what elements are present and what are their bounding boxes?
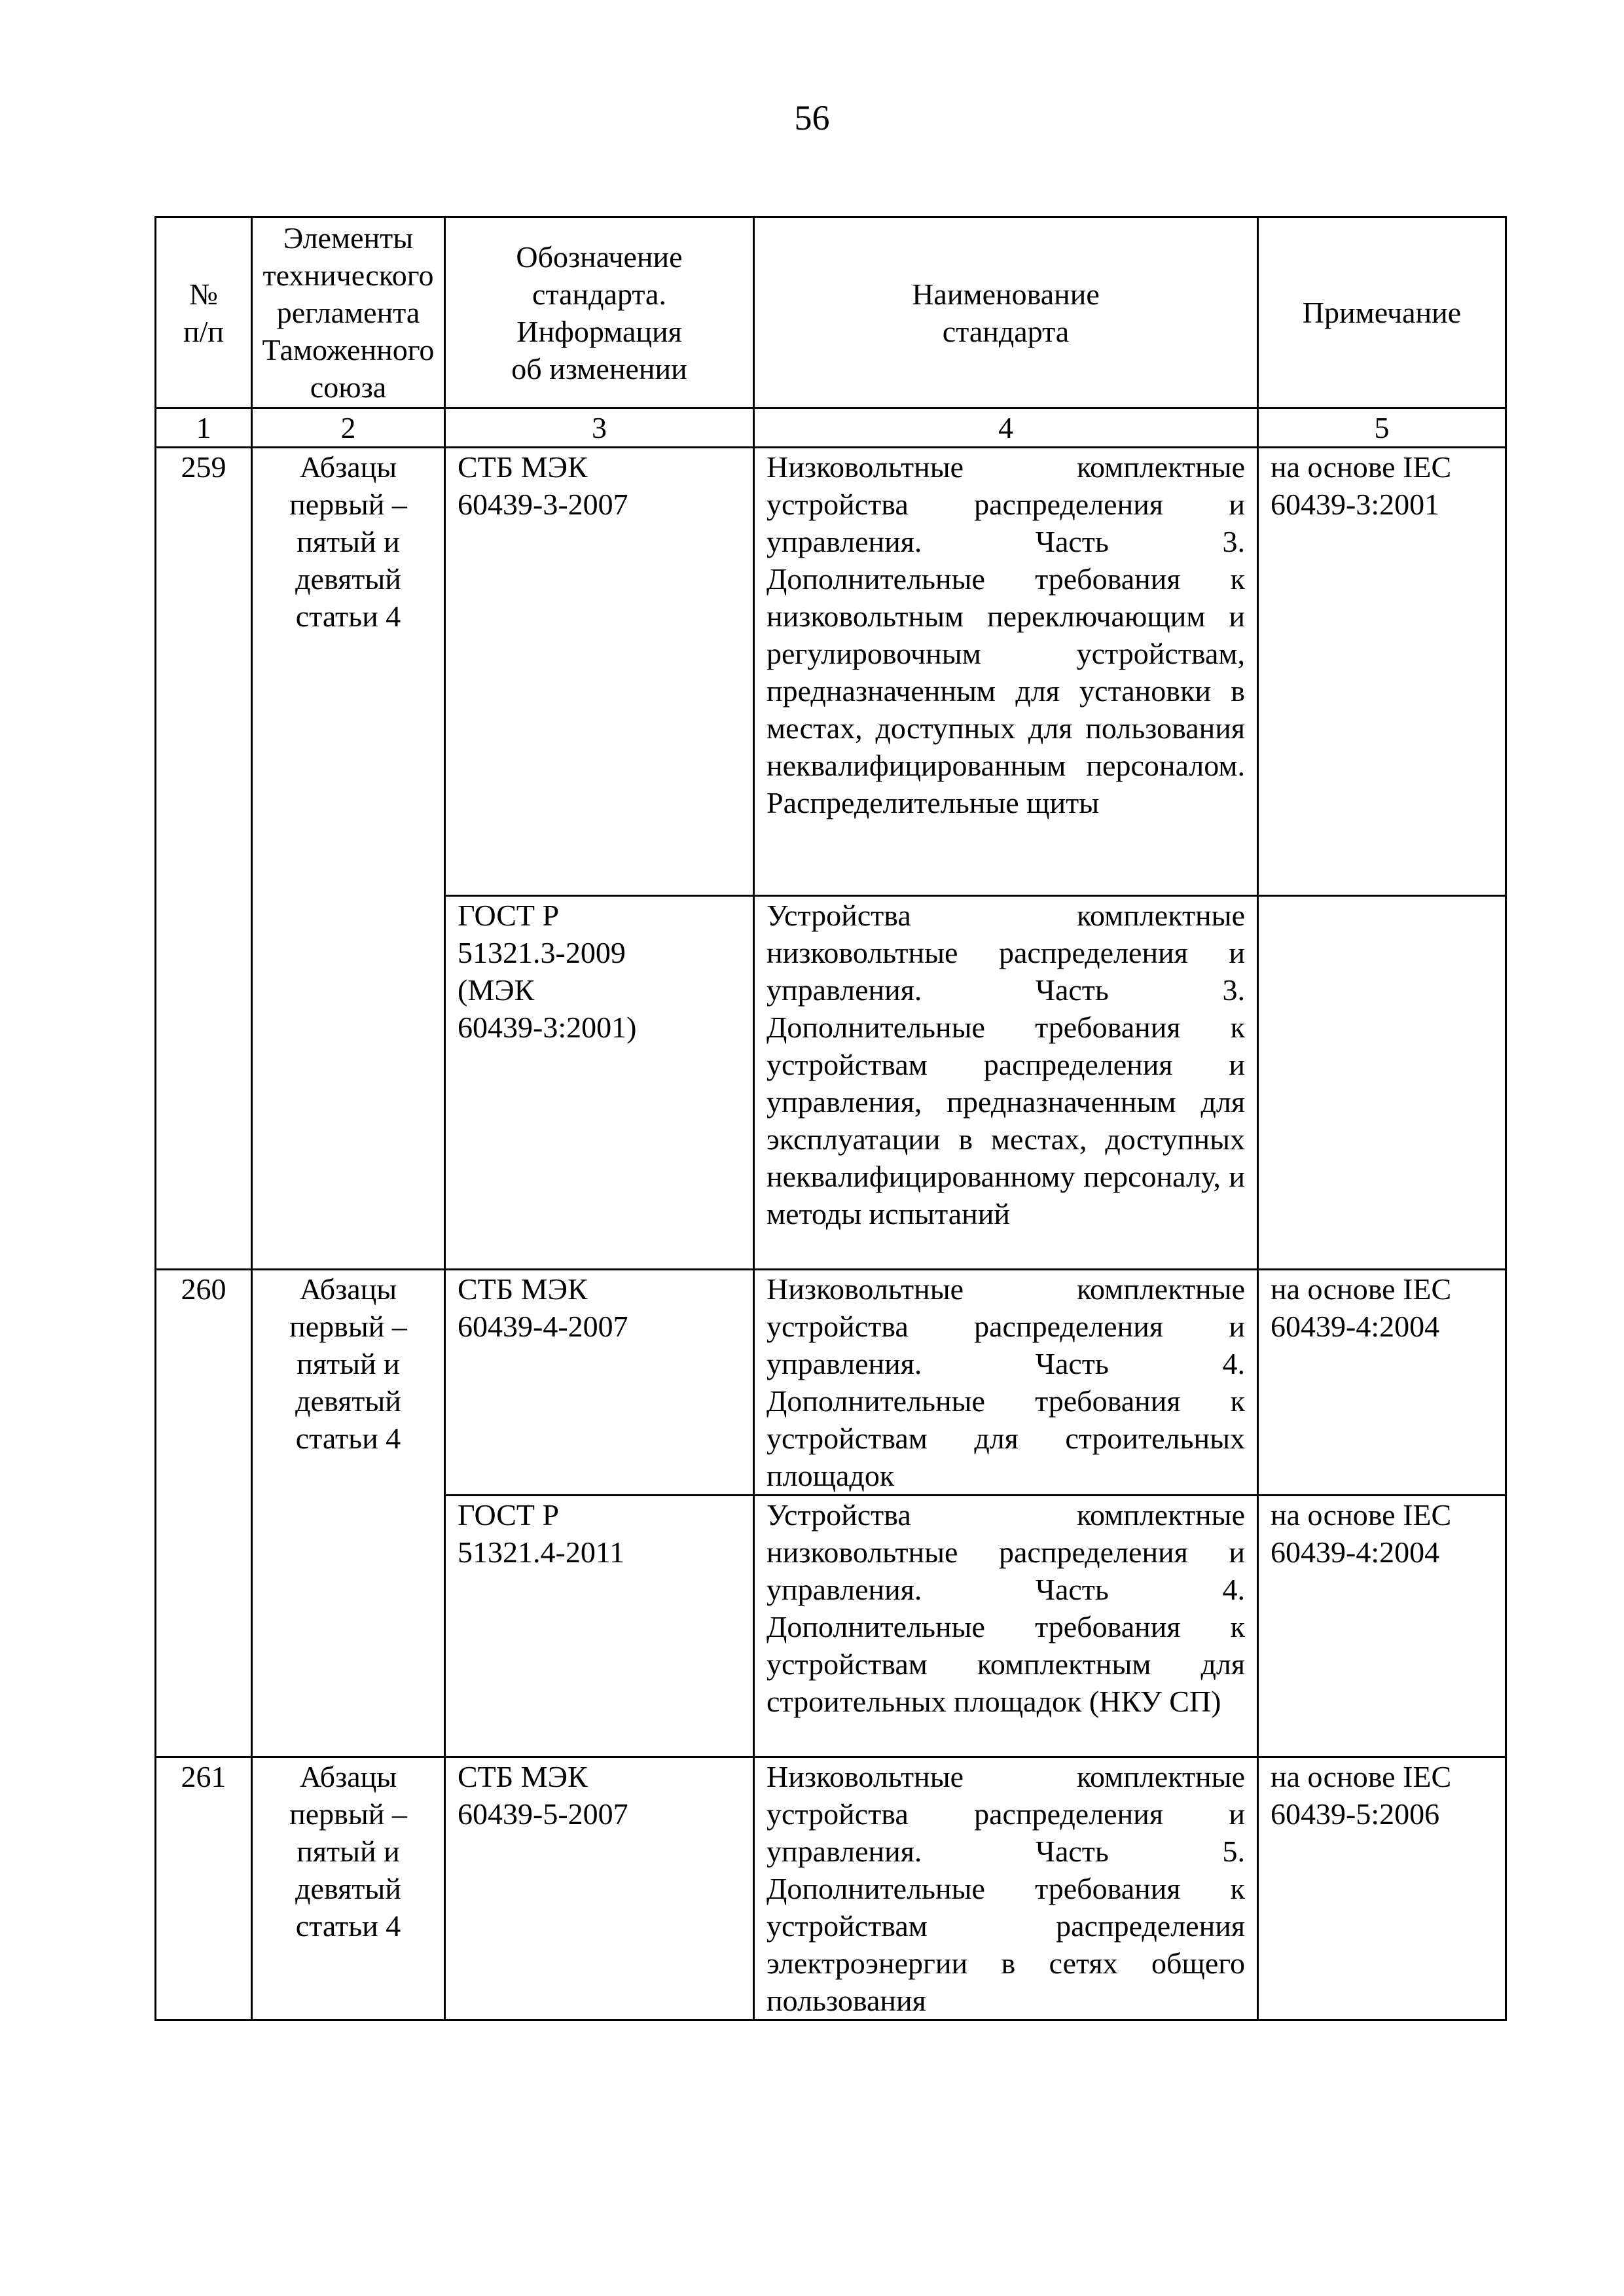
- header-note: Примечание: [1258, 217, 1506, 408]
- column-number: 4: [754, 408, 1258, 448]
- column-number: 1: [156, 408, 252, 448]
- standard-note: на основе IEC 60439-5:2006: [1258, 1757, 1506, 2020]
- standard-name: Низковольтные комплектные устройства распределения и управления. Часть 3. Дополнительные требования к низковольтным переключающим и регулировочным устройствам, предназначенным для установки в местах, доступных для пользования неквалифицированным персоналом. Распределительные щиты: [754, 448, 1258, 896]
- standard-note: [1258, 896, 1506, 1270]
- column-numbers-row: [156, 408, 1506, 448]
- standard-designation: ГОСТ Р 51321.4-2011: [445, 1496, 754, 1757]
- standards-table: [154, 216, 1507, 2021]
- standard-name: Устройства комплектные низковольтные распределения и управления. Часть 3. Дополнительные требования к устройствам распределения и управления, предназначенным для эксплуатации в местах, доступных неквалифицированному персоналу, и методы испытаний: [754, 896, 1258, 1270]
- regulation-element: Абзацы первый – пятый и девятый статьи 4: [252, 448, 445, 1270]
- header-standard-designation: Обозначение стандарта. Информация об изменении: [445, 217, 754, 408]
- standard-designation: СТБ МЭК 60439-5-2007: [445, 1757, 754, 2020]
- standard-designation: ГОСТ Р 51321.3-2009 (МЭК 60439-3:2001): [445, 896, 754, 1270]
- header-regulation-elements: Элементы технического регламента Таможенного союза: [252, 217, 445, 408]
- standard-designation: СТБ МЭК 60439-4-2007: [445, 1270, 754, 1496]
- regulation-element: Абзацы первый – пятый и девятый статьи 4: [252, 1270, 445, 1757]
- table-row: [156, 1757, 1506, 2020]
- row-number: 261: [156, 1757, 252, 2020]
- standard-designation: СТБ МЭК 60439-3-2007: [445, 448, 754, 896]
- standard-note: на основе IEC 60439-4:2004: [1258, 1496, 1506, 1757]
- header-number: № п/п: [156, 217, 252, 408]
- header-row: [156, 217, 1506, 408]
- regulation-element: Абзацы первый – пятый и девятый статьи 4: [252, 1757, 445, 2020]
- standard-name: Низковольтные комплектные устройства распределения и управления. Часть 4. Дополнительные требования к устройствам для строительных площадок: [754, 1270, 1258, 1496]
- column-number: 2: [252, 408, 445, 448]
- standard-note: на основе IEC 60439-4:2004: [1258, 1270, 1506, 1496]
- standard-name: Устройства комплектные низковольтные распределения и управления. Часть 4. Дополнительные требования к устройствам комплектным для строительных площадок (НКУ СП): [754, 1496, 1258, 1757]
- column-number: 5: [1258, 408, 1506, 448]
- row-number: 260: [156, 1270, 252, 1757]
- page-number: 56: [794, 98, 830, 137]
- standard-note: на основе IEC 60439-3:2001: [1258, 448, 1506, 896]
- header-standard-name: Наименование стандарта: [754, 217, 1258, 408]
- row-number: 259: [156, 448, 252, 1270]
- table-row: [156, 448, 1506, 896]
- table-row: [156, 1270, 1506, 1496]
- column-number: 3: [445, 408, 754, 448]
- standard-name: Низковольтные комплектные устройства распределения и управления. Часть 5. Дополнительные требования к устройствам распределения электроэнергии в сетях общего пользования: [754, 1757, 1258, 2020]
